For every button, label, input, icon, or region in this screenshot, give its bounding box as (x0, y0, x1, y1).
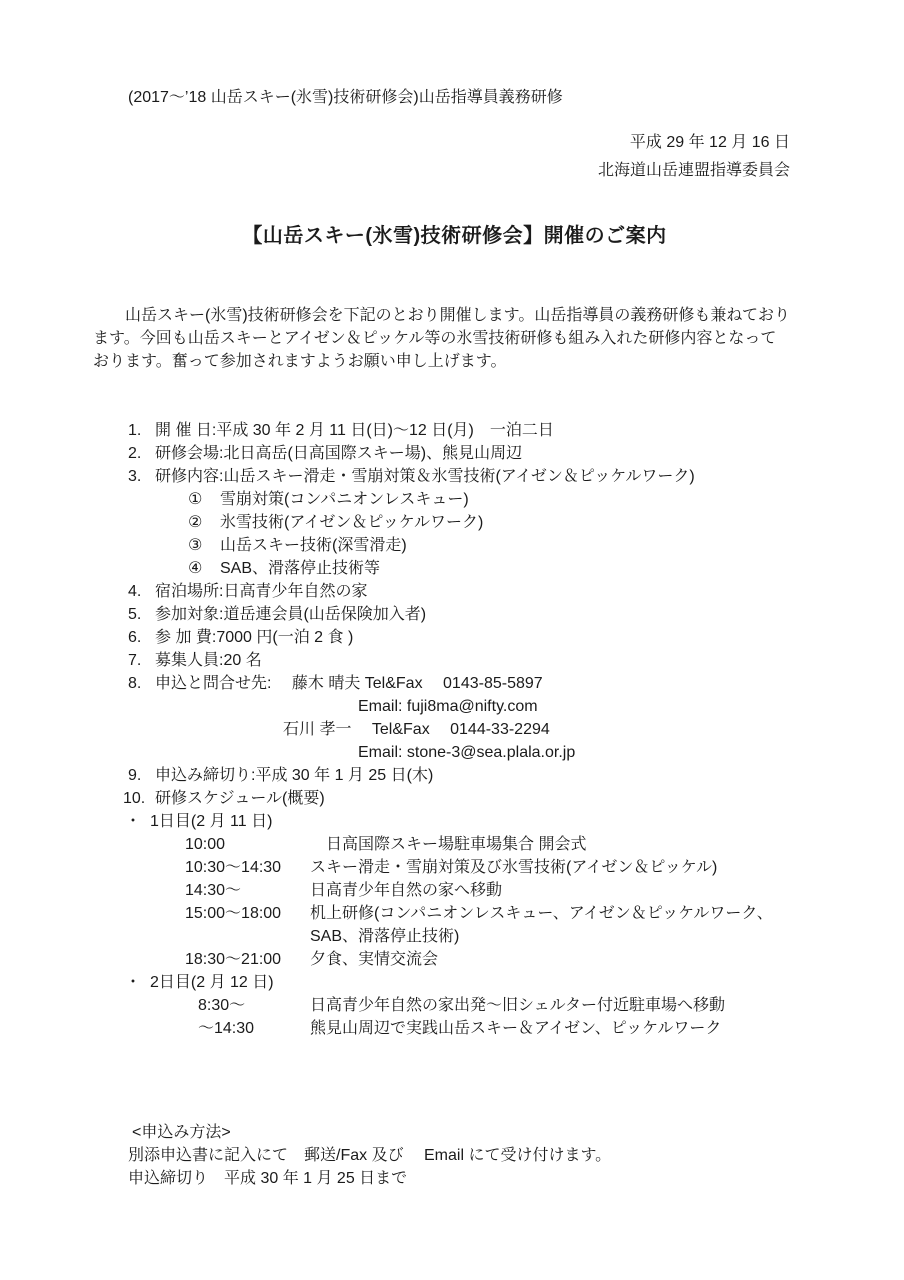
day-1-header (93, 810, 816, 833)
document-title: 【山岳スキー(氷雪)技術研修会】開催のご案内 (242, 225, 667, 247)
schedule-row (93, 833, 816, 856)
item-number: 4. (128, 583, 142, 600)
item-text: 研修内容:山岳スキー滑走・雪崩対策＆氷雪技術(アイゼン＆ピッケルワーク) (155, 468, 695, 485)
schedule-row (93, 994, 816, 1017)
intro-paragraph (93, 304, 816, 373)
schedule-desc: 日高青少年自然の家出発～旧シェルター付近駐車場へ移動 (310, 997, 726, 1014)
item-text: 参加対象:道岳連会員(山岳保険加入者) (155, 606, 427, 623)
schedule-time: 8:30～ (198, 997, 246, 1014)
date-block (93, 129, 816, 185)
item-number: 7. (128, 652, 142, 669)
schedule-time: ～14:30 (198, 1020, 255, 1037)
item-number: 10. (123, 790, 146, 807)
application-method-heading: <申込み方法> (132, 1124, 231, 1141)
application-method-section (93, 1121, 816, 1190)
list-item-7 (93, 649, 816, 672)
application-method-line: 別添申込書に記入にて 郵送/Fax 及び Email にて受け付けます。 (128, 1147, 612, 1164)
sub-item-2 (93, 511, 816, 534)
schedule-desc: スキー滑走・雪崩対策及び氷雪技術(アイゼン＆ピッケル) (310, 859, 718, 876)
schedule-row (93, 879, 816, 902)
list-item-2 (93, 442, 816, 465)
item-text: 申込み締切り:平成 30 年 1 月 25 日(木) (155, 767, 434, 784)
schedule-desc: 日高青少年自然の家へ移動 (310, 882, 503, 899)
sub-item-text: 雪崩対策(コンパニオンレスキュー) (220, 491, 469, 508)
schedule-row (93, 1017, 816, 1040)
item-number: 8. (128, 675, 142, 692)
header-note: (2017～’18 山岳スキー(氷雪)技術研修会)山岳指導員義務研修 (128, 89, 563, 106)
list-item-6 (93, 626, 816, 649)
sub-item-1 (93, 488, 816, 511)
schedule-row (93, 948, 816, 971)
main-list (93, 419, 816, 1040)
item-text: 参 加 費:7000 円(一泊 2 食 ) (155, 629, 354, 646)
schedule-row (93, 902, 816, 925)
contact-email-2: Email: stone-3@sea.plala.or.jp (358, 744, 576, 761)
schedule-time (185, 925, 310, 948)
circled-number-icon: ③ (188, 537, 203, 554)
list-item-3 (93, 465, 816, 488)
schedule-time: 10:00 (185, 836, 226, 853)
intro-line-3: おります。奮って参加されますようお願い申し上げます。 (93, 353, 507, 370)
item-number: 2. (128, 445, 142, 462)
sub-item-text: SAB、滑落停止技術等 (220, 560, 381, 577)
list-item-1 (93, 419, 816, 442)
schedule-row-continuation (93, 925, 816, 948)
day-label: 2日目(2 月 12 日) (150, 974, 274, 991)
item-number: 1. (128, 422, 142, 439)
intro-line-1: 山岳スキー(氷雪)技術研修会を下記のとおり開催します。山岳指導員の義務研修も兼ねており (93, 307, 790, 324)
organization: 北海道山岳連盟指導委員会 (597, 162, 790, 179)
schedule-time: 18:30～21:00 (185, 951, 282, 968)
sub-item-text: 山岳スキー技術(深雪滑走) (220, 537, 407, 554)
schedule-time: 15:00～18:00 (185, 905, 282, 922)
item-number: 6. (128, 629, 142, 646)
contact-person-2: 石川 孝一 Tel&Fax 0144-33-2294 (283, 721, 550, 738)
item-number: 9. (128, 767, 142, 784)
circled-number-icon: ④ (188, 560, 203, 577)
schedule-time: 10:30～14:30 (185, 859, 282, 876)
schedule-desc: 夕食、実情交流会 (310, 951, 439, 968)
item-text: 開 催 日:平成 30 年 2 月 11 日(日)～12 日(月) 一泊二日 (155, 422, 554, 439)
bullet-icon: ・ (125, 974, 142, 991)
schedule-desc: SAB、滑落停止技術) (310, 928, 460, 945)
list-item-9 (93, 764, 816, 787)
sub-item-text: 氷雪技術(アイゼン＆ピッケルワーク) (220, 514, 484, 531)
day-label: 1日目(2 月 11 日) (150, 813, 273, 830)
sub-item-3 (93, 534, 816, 557)
issue-date: 平成 29 年 12 月 16 日 (629, 134, 790, 151)
item-text: 研修会場:北日高岳(日高国際スキー場)、熊見山周辺 (155, 445, 523, 462)
list-item-10 (93, 787, 816, 810)
list-item-8 (93, 672, 816, 695)
intro-line-2: ます。今回も山岳スキーとアイゼン＆ピッケル等の氷雪技術研修も組み入れた研修内容となって (93, 330, 777, 347)
sub-item-4 (93, 557, 816, 580)
schedule-desc: 机上研修(コンパニオンレスキュー、アイゼン＆ピッケルワーク、 (310, 905, 773, 922)
bullet-icon: ・ (125, 813, 142, 830)
list-item-4 (93, 580, 816, 603)
circled-number-icon: ① (188, 491, 203, 508)
contact-email-1: Email: fuji8ma@nifty.com (358, 698, 538, 715)
item-text: 申込と問合せ先: 藤木 晴夫 Tel&Fax 0143-85-5897 (155, 675, 543, 692)
schedule-time: 14:30～ (185, 882, 242, 899)
application-deadline-line: 申込締切り 平成 30 年 1 月 25 日まで (128, 1170, 408, 1187)
item-text: 研修スケジュール(概要) (155, 790, 325, 807)
day-2-header (93, 971, 816, 994)
item-number: 3. (128, 468, 142, 485)
schedule-row (93, 856, 816, 879)
item-text: 募集人員:20 名 (155, 652, 262, 669)
schedule-desc: 日高国際スキー場駐車場集合 開会式 (310, 836, 587, 853)
item-number: 5. (128, 606, 142, 623)
schedule-desc: 熊見山周辺で実践山岳スキー＆アイゼン、ピッケルワーク (310, 1020, 722, 1037)
circled-number-icon: ② (188, 514, 203, 531)
list-item-5 (93, 603, 816, 626)
item-text: 宿泊場所:日高青少年自然の家 (155, 583, 368, 600)
